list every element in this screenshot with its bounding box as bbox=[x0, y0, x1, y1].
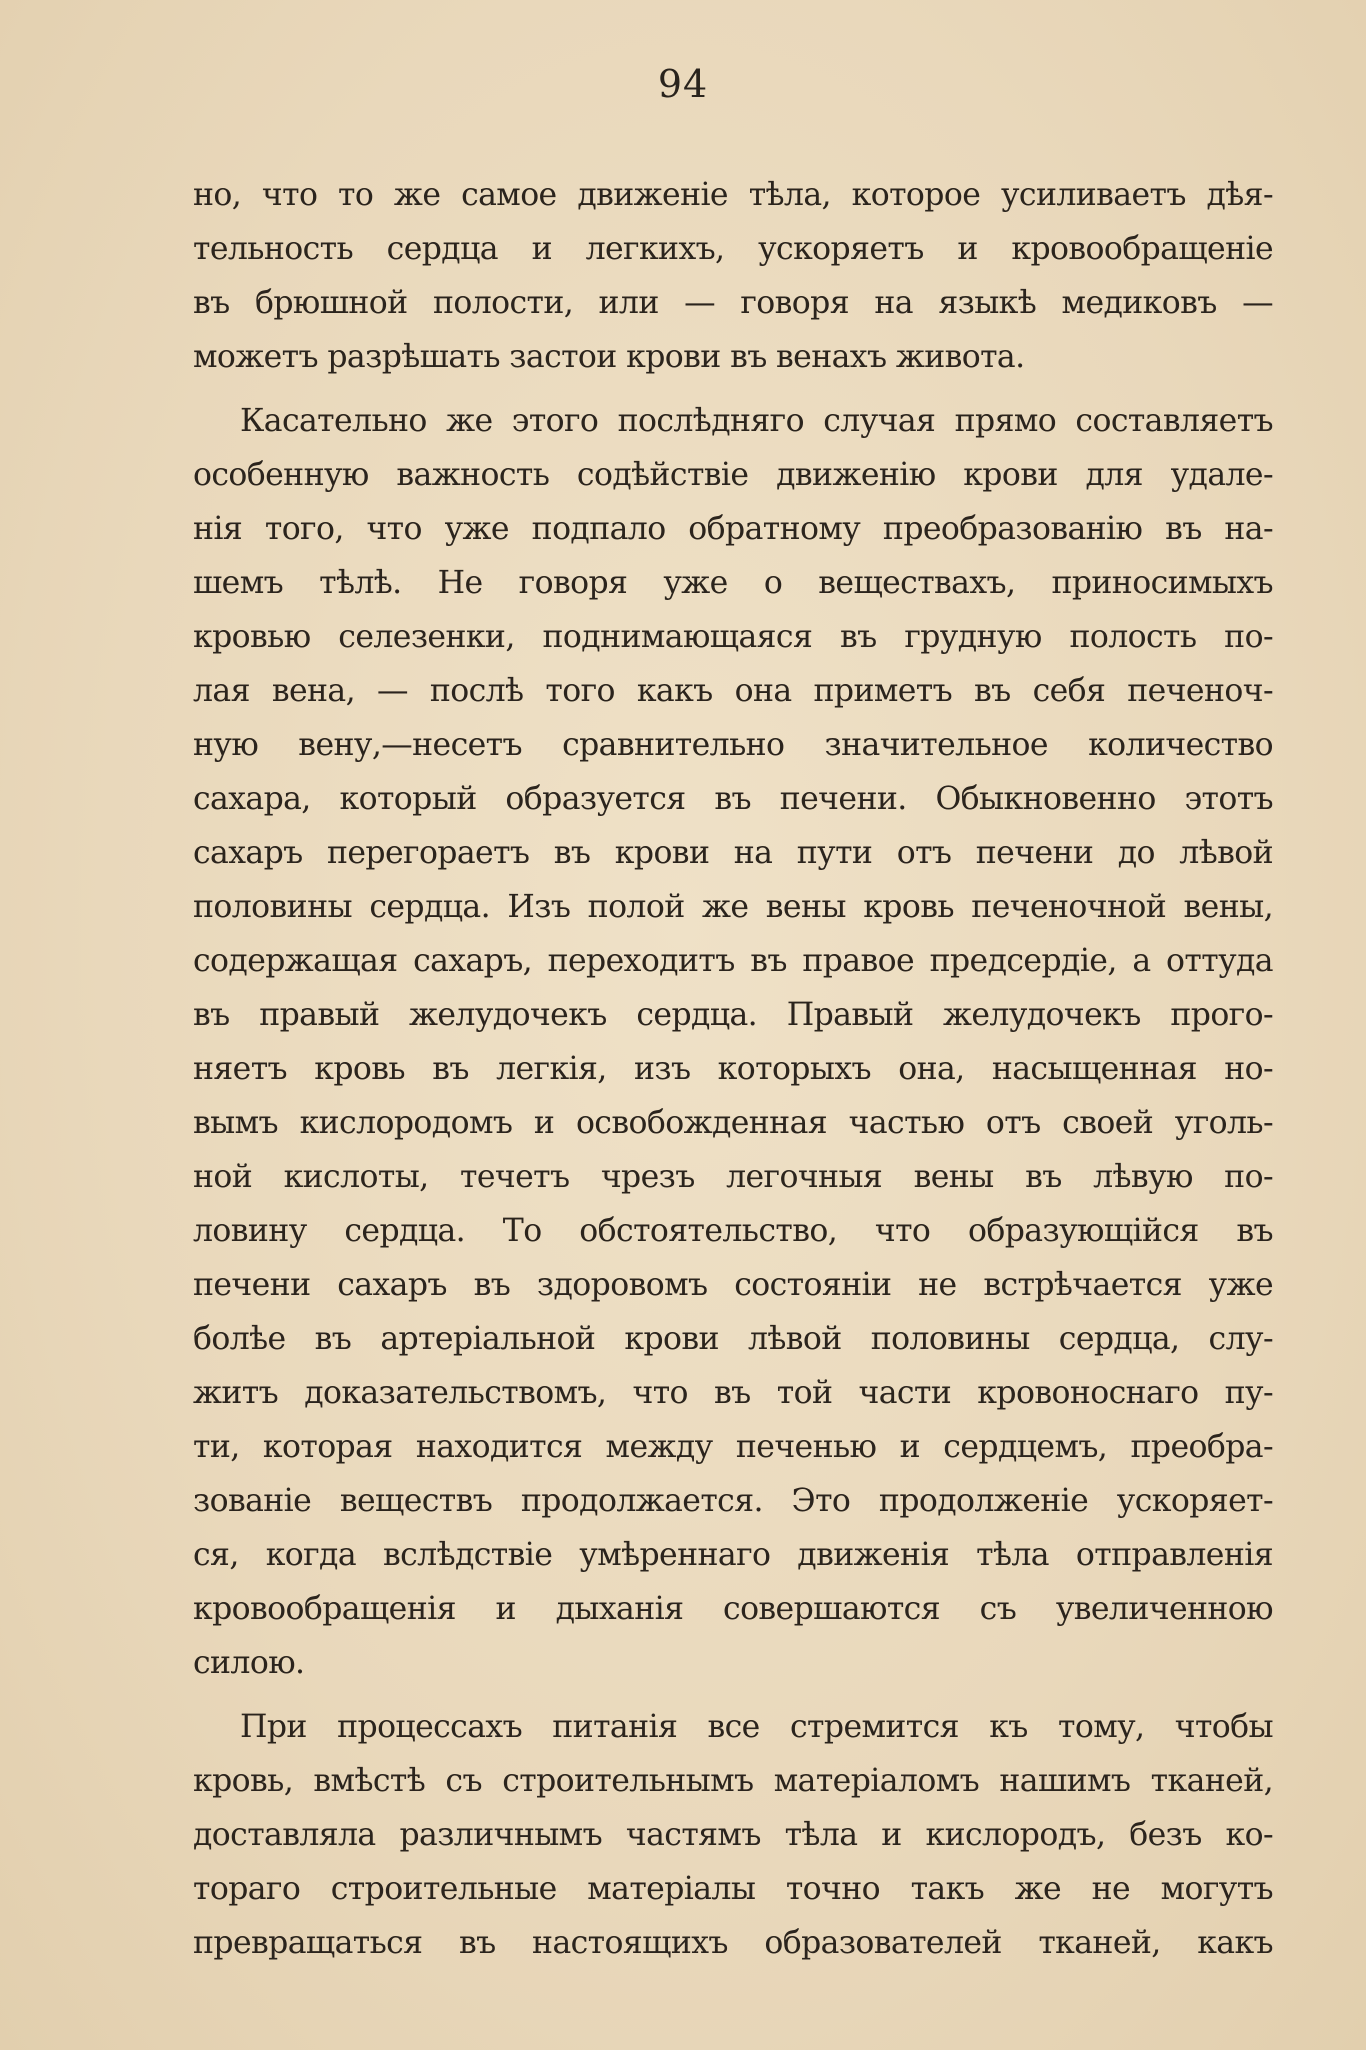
text-line: ти, которая находится между печенью и сердцемъ, преобра- bbox=[193, 1429, 1273, 1465]
text-line: кровь, вмѣстѣ съ строительнымъ матеріаломъ нашимъ тканей, bbox=[193, 1763, 1273, 1799]
text-line: въ брюшной полости, или — говоря на языкѣ медиковъ — bbox=[193, 285, 1273, 321]
page-number: 94 bbox=[657, 62, 709, 106]
text-line: тораго строительные матеріалы точно такъ же не могутъ bbox=[193, 1871, 1273, 1907]
page-text bbox=[193, 168, 1273, 1970]
text-line: сахаръ перегораетъ въ крови на пути отъ печени до лѣвой bbox=[193, 835, 1273, 871]
text-line: ловину сердца. То обстоятельство, что образующійся въ bbox=[193, 1213, 1273, 1249]
text-line: кровообращенія и дыханія совершаются съ увеличенною bbox=[193, 1591, 1273, 1627]
text-line: содержащая сахаръ, переходитъ въ правое предсердіе, а оттуда bbox=[193, 943, 1273, 979]
text-line: силою. bbox=[193, 1645, 305, 1681]
text-line: особенную важность содѣйствіе движенію крови для удале- bbox=[193, 457, 1273, 493]
text-line: шемъ тѣлѣ. Не говоря уже о веществахъ, приносимыхъ bbox=[193, 565, 1273, 601]
text-line: половины сердца. Изъ полой же вены кровь печеночной вены, bbox=[193, 889, 1273, 925]
text-line: сахара, который образуется въ печени. Обыкновенно этотъ bbox=[193, 781, 1273, 817]
text-line: вымъ кислородомъ и освобожденная частью отъ своей уголь- bbox=[193, 1105, 1273, 1141]
text-line: нія того, что уже подпало обратному преобразованію въ на- bbox=[193, 511, 1273, 547]
text-line: кровью селезенки, поднимающаяся въ грудную полость по- bbox=[193, 619, 1273, 655]
paragraph-2 bbox=[193, 394, 1273, 1690]
text-line: няетъ кровь въ легкія, изъ которыхъ она, насыщенная но- bbox=[193, 1051, 1273, 1087]
text-line: можетъ разрѣшать застои крови въ венахъ живота. bbox=[193, 339, 1025, 375]
text-line: житъ доказательствомъ, что въ той части кровоноснаго пу- bbox=[193, 1375, 1273, 1411]
paragraph-1 bbox=[193, 168, 1273, 384]
text-line: печени сахаръ въ здоровомъ состояніи не встрѣчается уже bbox=[193, 1267, 1273, 1303]
text-line: болѣе въ артеріальной крови лѣвой половины сердца, слу- bbox=[193, 1321, 1273, 1357]
text-line: тельность сердца и легкихъ, ускоряетъ и кровообращеніе bbox=[193, 231, 1273, 267]
text-line: ную вену,—несетъ сравнительно значительное количество bbox=[193, 727, 1273, 763]
text-line: въ правый желудочекъ сердца. Правый желудочекъ прого- bbox=[193, 997, 1273, 1033]
text-line: При процессахъ питанія все стремится къ тому, чтобы bbox=[240, 1709, 1273, 1745]
text-line: зованіе веществъ продолжается. Это продолженіе ускоряет- bbox=[193, 1483, 1273, 1519]
text-line: ной кислоты, течетъ чрезъ легочныя вены въ лѣвую по- bbox=[193, 1159, 1273, 1195]
text-line: доставляла различнымъ частямъ тѣла и кислородъ, безъ ко- bbox=[193, 1817, 1273, 1853]
text-line: лая вена, — послѣ того какъ она приметъ въ себя печеноч- bbox=[193, 673, 1273, 709]
text-line: но, что то же самое движеніе тѣла, которое усиливаетъ дѣя- bbox=[193, 177, 1273, 213]
text-line: превращаться въ настоящихъ образователей тканей, какъ bbox=[193, 1925, 1273, 1961]
text-line: ся, когда вслѣдствіе умѣреннаго движенія тѣла отправленія bbox=[193, 1537, 1273, 1573]
paragraph-3 bbox=[193, 1700, 1273, 1970]
text-line: Касательно же этого послѣдняго случая прямо составляетъ bbox=[240, 403, 1273, 439]
